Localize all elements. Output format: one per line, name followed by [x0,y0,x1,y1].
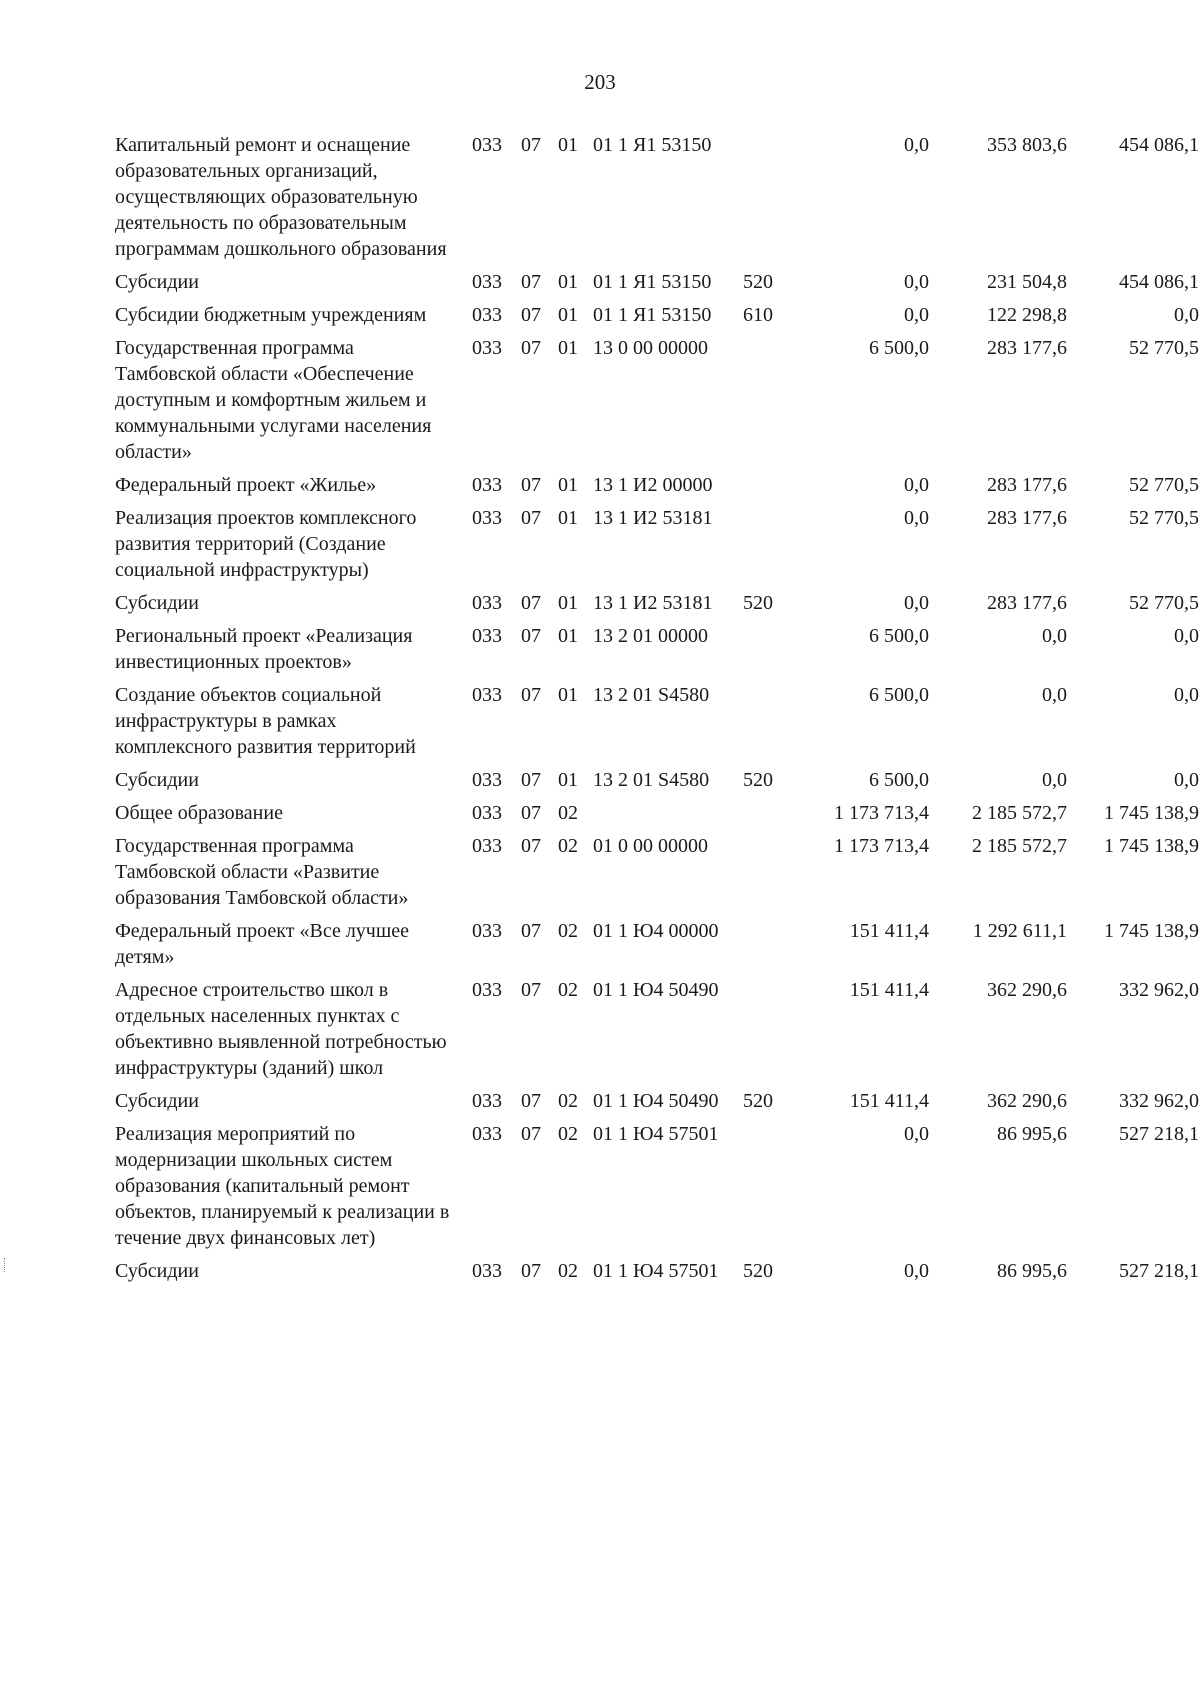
row-target-article: 13 0 00 00000 [593,337,708,359]
row-amount-year-3: 52 770,5 [1129,507,1199,529]
row-expense-type [743,682,795,767]
row-expense-type [743,472,795,505]
row-section-code: 07 [521,304,541,326]
row-expense-type: 610 [743,304,773,326]
row-amount-year-3: 454 086,1 [1119,271,1199,293]
row-amount-year-3: 332 962,0 [1119,1090,1199,1112]
row-section-code: 07 [521,1123,541,1145]
row-name: Субсидии [115,592,199,614]
row-section-code: 07 [521,802,541,824]
row-target-article: 01 1 Ю4 57501 [593,1123,719,1145]
row-amount-year-1: 151 411,4 [849,920,929,942]
row-amount-year-2: 86 995,6 [997,1260,1067,1282]
row-section-code: 07 [521,337,541,359]
row-admin-code: 033 [472,271,502,293]
row-expense-type [743,132,795,269]
row-name: Реализация мероприятий по модернизации школьных систем образования (капитальный ремонт объектов, планируемый к реализации в течение двух финансовых лет) [115,1123,450,1249]
row-section-code: 07 [521,1090,541,1112]
row-name: Федеральный проект «Все лучшее детям» [115,920,410,968]
row-amount-year-3: 527 218,1 [1119,1123,1199,1145]
row-target-article: 01 1 Ю4 50490 [593,1090,719,1112]
row-subsection-code: 01 [558,769,578,791]
row-amount-year-1: 0,0 [904,1123,929,1145]
row-expense-type [743,977,795,1088]
row-name: Общее образование [115,802,283,824]
row-amount-year-1: 0,0 [904,507,929,529]
row-section-code: 07 [521,271,541,293]
row-amount-year-2: 0,0 [1042,625,1067,647]
row-amount-year-1: 0,0 [904,304,929,326]
row-amount-year-3: 52 770,5 [1129,337,1199,359]
row-amount-year-1: 0,0 [904,134,929,156]
row-section-code: 07 [521,979,541,1001]
row-subsection-code: 02 [558,802,578,824]
row-admin-code: 033 [472,802,502,824]
row-section-code: 07 [521,625,541,647]
row-amount-year-1: 6 500,0 [869,337,929,359]
row-name: Региональный проект «Реализация инвестиционных проектов» [115,625,413,673]
table-row [115,302,1199,335]
row-amount-year-1: 0,0 [904,1260,929,1282]
page-number: 203 [584,70,616,94]
row-expense-type [743,800,795,833]
row-subsection-code: 02 [558,979,578,1001]
table-row [115,335,1199,472]
row-target-article: 13 1 И2 00000 [593,474,713,496]
row-section-code: 07 [521,592,541,614]
row-subsection-code: 01 [558,271,578,293]
table-row [115,623,1199,682]
row-section-code: 07 [521,769,541,791]
row-target-article: 13 2 01 S4580 [593,769,710,791]
row-name: Реализация проектов комплексного развития территорий (Создание социальной инфраструктуры) [115,507,417,581]
row-name: Субсидии [115,1260,199,1282]
row-amount-year-1: 0,0 [904,592,929,614]
row-target-article: 13 1 И2 53181 [593,592,713,614]
row-expense-type [743,623,795,682]
row-subsection-code: 02 [558,835,578,857]
row-section-code: 07 [521,507,541,529]
row-admin-code: 033 [472,474,502,496]
row-amount-year-3: 527 218,1 [1119,1260,1199,1282]
row-amount-year-1: 6 500,0 [869,684,929,706]
row-expense-type [743,1121,795,1258]
row-subsection-code: 01 [558,337,578,359]
row-amount-year-2: 283 177,6 [987,592,1067,614]
row-amount-year-3: 1 745 138,9 [1104,835,1199,857]
row-admin-code: 033 [472,1123,502,1145]
row-target-article: 01 1 Я1 53150 [593,304,712,326]
row-section-code: 07 [521,920,541,942]
row-admin-code: 033 [472,835,502,857]
row-admin-code: 033 [472,684,502,706]
row-admin-code: 033 [472,592,502,614]
row-subsection-code: 02 [558,1090,578,1112]
row-amount-year-2: 122 298,8 [987,304,1067,326]
table-row [115,1088,1199,1121]
row-admin-code: 033 [472,134,502,156]
table-row [115,269,1199,302]
row-subsection-code: 01 [558,134,578,156]
row-amount-year-1: 0,0 [904,271,929,293]
row-expense-type: 520 [743,271,773,293]
row-section-code: 07 [521,684,541,706]
table-row [115,1121,1199,1258]
row-amount-year-2: 1 292 611,1 [972,920,1067,942]
row-expense-type: 520 [743,1090,773,1112]
table-row [115,767,1199,800]
row-amount-year-3: 332 962,0 [1119,979,1199,1001]
margin-mark [4,1258,7,1272]
row-admin-code: 033 [472,625,502,647]
row-amount-year-2: 231 504,8 [987,271,1067,293]
row-admin-code: 033 [472,1090,502,1112]
row-target-article: 01 1 Я1 53150 [593,271,712,293]
row-amount-year-1: 151 411,4 [849,979,929,1001]
row-amount-year-2: 283 177,6 [987,507,1067,529]
row-amount-year-1: 1 173 713,4 [834,835,929,857]
table-row [115,505,1199,590]
row-name: Государственная программа Тамбовской области «Обеспечение доступным и комфортным жильем и коммунальными услугами населения области» [115,337,432,463]
row-subsection-code: 01 [558,507,578,529]
row-amount-year-1: 1 173 713,4 [834,802,929,824]
row-target-article: 01 1 Ю4 50490 [593,979,719,1001]
table-row [115,918,1199,977]
row-amount-year-3: 0,0 [1174,304,1199,326]
row-subsection-code: 02 [558,1123,578,1145]
row-target-article [587,800,743,833]
row-amount-year-3: 1 745 138,9 [1104,802,1199,824]
row-amount-year-1: 6 500,0 [869,625,929,647]
row-amount-year-1: 6 500,0 [869,769,929,791]
row-name: Субсидии [115,1090,199,1112]
row-target-article: 01 1 Ю4 00000 [593,920,719,942]
row-amount-year-2: 2 185 572,7 [972,835,1067,857]
row-subsection-code: 01 [558,625,578,647]
row-section-code: 07 [521,134,541,156]
row-amount-year-3: 52 770,5 [1129,592,1199,614]
row-amount-year-3: 52 770,5 [1129,474,1199,496]
row-admin-code: 033 [472,304,502,326]
row-name: Адресное строительство школ в отдельных населенных пунктах с объективно выявленной потребностью инфраструктуры (зданий) школ [115,979,447,1079]
row-subsection-code: 01 [558,592,578,614]
row-amount-year-2: 353 803,6 [987,134,1067,156]
row-expense-type [743,833,795,918]
row-amount-year-1: 151 411,4 [849,1090,929,1112]
row-expense-type: 520 [743,769,773,791]
row-amount-year-1: 0,0 [904,474,929,496]
table-row [115,472,1199,505]
row-expense-type: 520 [743,592,773,614]
row-name: Создание объектов социальной инфраструктуры в рамках комплексного развития территорий [115,684,416,758]
row-target-article: 13 2 01 S4580 [593,684,710,706]
row-section-code: 07 [521,1260,541,1282]
row-subsection-code: 01 [558,474,578,496]
budget-table [115,132,1199,1291]
row-amount-year-2: 0,0 [1042,684,1067,706]
row-section-code: 07 [521,835,541,857]
row-amount-year-2: 0,0 [1042,769,1067,791]
row-name: Федеральный проект «Жилье» [115,474,377,496]
row-amount-year-2: 2 185 572,7 [972,802,1067,824]
row-amount-year-2: 283 177,6 [987,474,1067,496]
row-admin-code: 033 [472,769,502,791]
row-admin-code: 033 [472,920,502,942]
row-expense-type: 520 [743,1260,773,1282]
row-amount-year-3: 1 745 138,9 [1104,920,1199,942]
row-amount-year-3: 0,0 [1174,684,1199,706]
budget-table-body [115,132,1199,1291]
row-name: Субсидии [115,271,199,293]
row-name: Государственная программа Тамбовской области «Развитие образования Тамбовской области» [115,835,409,909]
table-row [115,590,1199,623]
row-target-article: 13 2 01 00000 [593,625,708,647]
row-subsection-code: 01 [558,304,578,326]
row-subsection-code: 02 [558,920,578,942]
row-admin-code: 033 [472,507,502,529]
row-amount-year-2: 362 290,6 [987,979,1067,1001]
row-admin-code: 033 [472,1260,502,1282]
table-row [115,833,1199,918]
row-subsection-code: 01 [558,684,578,706]
row-subsection-code: 02 [558,1260,578,1282]
row-amount-year-2: 362 290,6 [987,1090,1067,1112]
row-amount-year-3: 0,0 [1174,769,1199,791]
row-target-article: 01 0 00 00000 [593,835,708,857]
row-amount-year-3: 454 086,1 [1119,134,1199,156]
table-row [115,1258,1199,1291]
table-row [115,132,1199,269]
row-expense-type [743,335,795,472]
table-row [115,682,1199,767]
row-name: Субсидии бюджетным учреждениям [115,304,427,326]
row-expense-type [743,918,795,977]
row-target-article: 01 1 Я1 53150 [593,134,712,156]
row-admin-code: 033 [472,979,502,1001]
row-target-article: 13 1 И2 53181 [593,507,713,529]
row-name: Капитальный ремонт и оснащение образовательных организаций, осуществляющих образовательную деятельность по образовательным программам дошкольного образования [115,134,447,260]
row-amount-year-2: 86 995,6 [997,1123,1067,1145]
row-section-code: 07 [521,474,541,496]
row-expense-type [743,505,795,590]
row-target-article: 01 1 Ю4 57501 [593,1260,719,1282]
table-row [115,800,1199,833]
row-amount-year-3: 0,0 [1174,625,1199,647]
row-admin-code: 033 [472,337,502,359]
row-amount-year-2: 283 177,6 [987,337,1067,359]
row-name: Субсидии [115,769,199,791]
table-row [115,977,1199,1088]
